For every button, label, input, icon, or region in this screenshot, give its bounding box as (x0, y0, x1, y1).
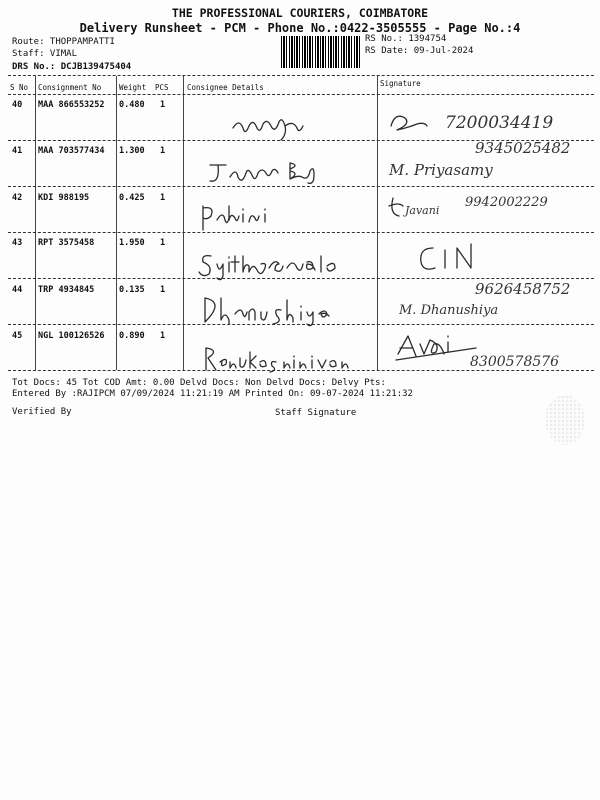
row-sno: 45 (12, 331, 23, 341)
consignee-handwriting (195, 200, 285, 232)
signature-image (385, 190, 585, 225)
rs-date: RS Date: 09-Jul-2024 (365, 46, 474, 56)
row-pcs: 1 (160, 193, 166, 203)
divider (8, 324, 594, 325)
signature-image (385, 108, 585, 138)
drs-number: DRS No.: DCJB139475404 (12, 62, 132, 72)
rs-number: RS No.: 1394754 (365, 34, 447, 44)
runsheet-title: Delivery Runsheet - PCM - Phone No.:0422-3505555 - Page No.:4 (79, 21, 521, 35)
col-header-sno: S No (10, 83, 29, 92)
entered-by-line: Entered By :RAJIPCM 07/09/2024 11:21:19 AM Printed On: 09-07-2024 11:21:32 (12, 389, 413, 399)
svg-text:9942002229: 9942002229 (465, 195, 548, 210)
signature-image (415, 238, 495, 276)
column-divider (183, 76, 184, 370)
divider (8, 370, 594, 371)
row-weight: 1.950 (119, 238, 145, 248)
row-weight: 0.480 (119, 100, 145, 110)
row-sno: 42 (12, 193, 23, 203)
row-weight: 0.890 (119, 331, 145, 341)
column-divider (116, 76, 117, 370)
row-sno: 43 (12, 238, 23, 248)
col-header-consignee: Consignee Details (187, 83, 264, 92)
svg-text:7200034419: 7200034419 (445, 113, 554, 133)
column-divider (35, 76, 36, 370)
row-weight: 0.135 (119, 285, 145, 295)
row-sno: 44 (12, 285, 23, 295)
row-consignment: TRP 4934845 (38, 285, 95, 295)
col-header-pcs: PCS (155, 83, 169, 92)
row-weight: 1.300 (119, 146, 145, 156)
divider (8, 75, 594, 76)
row-weight: 0.425 (119, 193, 145, 203)
consignee-handwriting (200, 155, 340, 190)
svg-text:9626458752: 9626458752 (475, 280, 571, 298)
faded-stamp (545, 395, 585, 445)
totals-line: Tot Docs: 45 Tot COD Amt: 0.00 Delvd Docs: Non Delvd Docs: Delvy Pts: (12, 378, 386, 388)
divider (8, 186, 594, 187)
row-pcs: 1 (160, 100, 166, 110)
signature-image (385, 137, 595, 182)
row-sno: 40 (12, 100, 23, 110)
consignee-handwriting (195, 248, 365, 280)
col-header-consignment: Consignment No (38, 83, 102, 92)
col-header-weight: Weight (119, 83, 147, 92)
verified-by-label: Verified By (12, 407, 72, 417)
row-consignment: MAA 703577434 (38, 146, 105, 156)
row-sno: 41 (12, 146, 23, 156)
divider (8, 94, 594, 95)
barcode (281, 36, 361, 68)
signature-image (390, 330, 600, 375)
row-pcs: 1 (160, 331, 166, 341)
svg-text:M. Dhanushiya: M. Dhanushiya (399, 303, 499, 318)
row-pcs: 1 (160, 285, 166, 295)
row-pcs: 1 (160, 146, 166, 156)
divider (8, 232, 594, 233)
svg-text:9345025482: 9345025482 (475, 139, 571, 157)
svg-text:M. Priyasamy: M. Priyasamy (389, 161, 493, 179)
column-divider (377, 76, 378, 370)
row-consignment: NGL 100126526 (38, 331, 105, 341)
row-pcs: 1 (160, 238, 166, 248)
staff-label: Staff: VIMAL (12, 49, 78, 59)
consignee-handwriting (225, 110, 315, 140)
col-header-signature: Signature (380, 79, 421, 88)
svg-text:Javani: Javani (405, 204, 440, 217)
signature-image (385, 278, 595, 323)
row-consignment: MAA 866553252 (38, 100, 105, 110)
route-label: Route: THOPPAMPATTI (12, 37, 115, 47)
row-consignment: RPT 3575458 (38, 238, 95, 248)
svg-text:8300578576: 8300578576 (470, 354, 560, 370)
company-name: THE PROFESSIONAL COURIERS, COIMBATORE (171, 6, 429, 20)
row-consignment: KDI 988195 (38, 193, 90, 203)
staff-signature-label: Staff Signature (275, 408, 357, 418)
